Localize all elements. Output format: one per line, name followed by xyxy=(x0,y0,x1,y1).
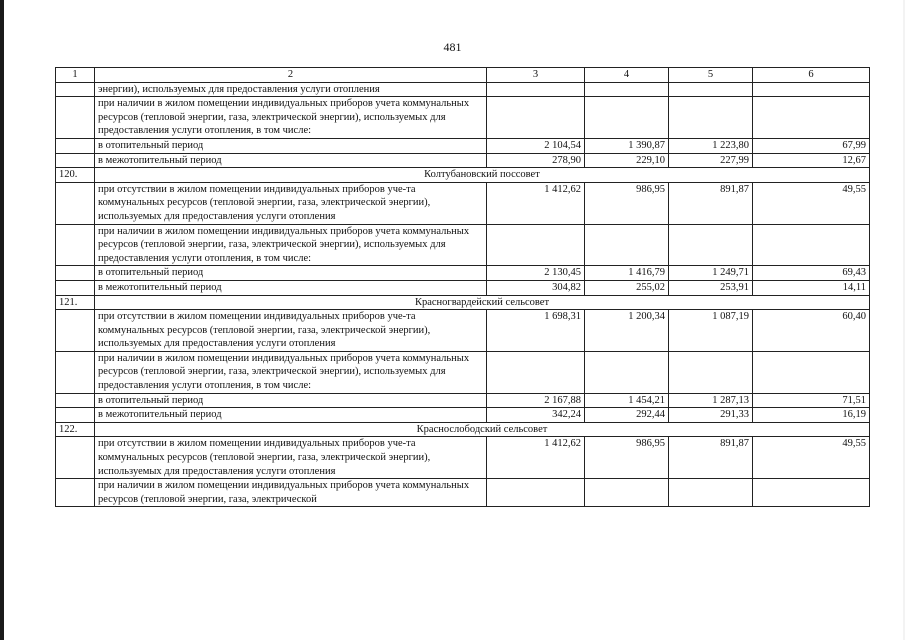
table-row xyxy=(56,280,870,295)
table-row xyxy=(56,153,870,168)
value-col3-cell: 304,82 xyxy=(487,280,585,295)
value-col3-cell: 1 412,62 xyxy=(487,437,585,479)
description-cell: при наличии в жилом помещении индивидуальных приборов учета коммунальных ресурсов (тепловой энергии, газа, электрической энергии), используемых для предоставления услуги отопления, в том числе: xyxy=(95,351,487,393)
table-row xyxy=(56,97,870,139)
value-col3-cell xyxy=(487,351,585,393)
value-col5-cell: 253,91 xyxy=(669,280,753,295)
value-col4-cell: 229,10 xyxy=(585,153,669,168)
description-cell: при наличии в жилом помещении индивидуальных приборов учета коммунальных ресурсов (тепловой энергии, газа, электрической энергии), используемых для предоставления услуги отопления, в том числе: xyxy=(95,97,487,139)
value-col3-cell xyxy=(487,224,585,266)
value-col3-cell xyxy=(487,479,585,507)
value-col5-cell: 891,87 xyxy=(669,437,753,479)
description-cell: в межотопительный период xyxy=(95,280,487,295)
value-col5-cell: 291,33 xyxy=(669,408,753,423)
table-row xyxy=(56,479,870,507)
table-row xyxy=(56,182,870,224)
value-col3-cell xyxy=(487,97,585,139)
value-col5-cell: 1 087,19 xyxy=(669,310,753,352)
row-index-cell xyxy=(56,224,95,266)
value-col3-cell: 278,90 xyxy=(487,153,585,168)
value-col6-cell xyxy=(753,97,870,139)
value-col6-cell: 60,40 xyxy=(753,310,870,352)
value-col6-cell: 14,11 xyxy=(753,280,870,295)
section-row xyxy=(56,422,870,437)
value-col5-cell xyxy=(669,97,753,139)
value-col3-cell: 2 130,45 xyxy=(487,266,585,281)
row-index-cell xyxy=(56,97,95,139)
row-index-cell xyxy=(56,310,95,352)
value-col5-cell: 1 223,80 xyxy=(669,138,753,153)
value-col5-cell: 227,99 xyxy=(669,153,753,168)
page-number: 481 xyxy=(443,40,462,54)
description-cell: в отопительный период xyxy=(95,393,487,408)
section-title: Колтубановский поссовет xyxy=(95,168,870,183)
row-index-cell xyxy=(56,182,95,224)
value-col6-cell: 69,43 xyxy=(753,266,870,281)
section-title: Краснослободский сельсовет xyxy=(95,422,870,437)
value-col4-cell: 1 200,34 xyxy=(585,310,669,352)
value-col4-cell: 1 454,21 xyxy=(585,393,669,408)
row-index-cell xyxy=(56,280,95,295)
tariff-table xyxy=(55,67,870,507)
description-cell: при отсутствии в жилом помещении индивидуальных приборов уче-та коммунальных ресурсов (тепловой энергии, газа, электрической энергии), используемых для предоставления услуги отопления xyxy=(95,437,487,479)
row-index-cell xyxy=(56,82,95,97)
table-row xyxy=(56,310,870,352)
table-row xyxy=(56,82,870,97)
row-index-cell xyxy=(56,153,95,168)
table-row xyxy=(56,266,870,281)
row-index-cell xyxy=(56,393,95,408)
scan-edge-bar xyxy=(0,0,4,640)
value-col6-cell: 67,99 xyxy=(753,138,870,153)
row-index-cell xyxy=(56,266,95,281)
value-col3-cell: 342,24 xyxy=(487,408,585,423)
value-col4-cell xyxy=(585,479,669,507)
table-row xyxy=(56,408,870,423)
section-index: 120. xyxy=(56,168,95,183)
header-cell-2: 2 xyxy=(95,68,487,83)
value-col4-cell xyxy=(585,351,669,393)
value-col3-cell: 2 167,88 xyxy=(487,393,585,408)
value-col3-cell: 1 412,62 xyxy=(487,182,585,224)
table-row xyxy=(56,393,870,408)
value-col3-cell: 1 698,31 xyxy=(487,310,585,352)
description-cell: при отсутствии в жилом помещении индивидуальных приборов уче-та коммунальных ресурсов (тепловой энергии, газа, электрической энергии), используемых для предоставления услуги отопления xyxy=(95,182,487,224)
value-col4-cell: 986,95 xyxy=(585,182,669,224)
value-col4-cell xyxy=(585,97,669,139)
row-index-cell xyxy=(56,437,95,479)
section-index: 121. xyxy=(56,295,95,310)
value-col3-cell: 2 104,54 xyxy=(487,138,585,153)
section-title: Красногвардейский сельсовет xyxy=(95,295,870,310)
header-cell-6: 6 xyxy=(753,68,870,83)
value-col6-cell: 49,55 xyxy=(753,182,870,224)
row-index-cell xyxy=(56,408,95,423)
value-col6-cell: 12,67 xyxy=(753,153,870,168)
section-row xyxy=(56,295,870,310)
section-index: 122. xyxy=(56,422,95,437)
value-col4-cell: 1 416,79 xyxy=(585,266,669,281)
header-cell-3: 3 xyxy=(487,68,585,83)
description-cell: в отопительный период xyxy=(95,266,487,281)
table-row xyxy=(56,437,870,479)
value-col3-cell xyxy=(487,82,585,97)
value-col5-cell xyxy=(669,224,753,266)
description-cell: в отопительный период xyxy=(95,138,487,153)
value-col6-cell xyxy=(753,82,870,97)
description-cell: при отсутствии в жилом помещении индивидуальных приборов уче-та коммунальных ресурсов (тепловой энергии, газа, электрической энергии), используемых для предоставления услуги отопления xyxy=(95,310,487,352)
row-index-cell xyxy=(56,351,95,393)
value-col6-cell xyxy=(753,351,870,393)
table-row xyxy=(56,351,870,393)
value-col4-cell: 1 390,87 xyxy=(585,138,669,153)
value-col4-cell: 292,44 xyxy=(585,408,669,423)
row-index-cell xyxy=(56,479,95,507)
description-cell: в межотопительный период xyxy=(95,153,487,168)
header-cell-4: 4 xyxy=(585,68,669,83)
value-col5-cell: 891,87 xyxy=(669,182,753,224)
description-cell: при наличии в жилом помещении индивидуальных приборов учета коммунальных ресурсов (тепловой энергии, газа, электрической энергии), используемых для предоставления услуги отопления, в том числе: xyxy=(95,224,487,266)
table-body xyxy=(56,68,870,507)
value-col4-cell xyxy=(585,82,669,97)
value-col6-cell xyxy=(753,479,870,507)
header-row xyxy=(56,68,870,83)
section-row xyxy=(56,168,870,183)
table-row xyxy=(56,138,870,153)
description-cell: в межотопительный период xyxy=(95,408,487,423)
header-cell-5: 5 xyxy=(669,68,753,83)
value-col5-cell: 1 249,71 xyxy=(669,266,753,281)
description-cell: при наличии в жилом помещении индивидуальных приборов учета коммунальных ресурсов (тепловой энергии, газа, электрической xyxy=(95,479,487,507)
value-col4-cell xyxy=(585,224,669,266)
row-index-cell xyxy=(56,138,95,153)
value-col6-cell: 71,51 xyxy=(753,393,870,408)
description-cell: энергии), используемых для предоставления услуги отопления xyxy=(95,82,487,97)
header-cell-1: 1 xyxy=(56,68,95,83)
table-row xyxy=(56,224,870,266)
value-col6-cell: 16,19 xyxy=(753,408,870,423)
value-col5-cell xyxy=(669,479,753,507)
value-col5-cell xyxy=(669,351,753,393)
value-col4-cell: 986,95 xyxy=(585,437,669,479)
value-col5-cell xyxy=(669,82,753,97)
value-col5-cell: 1 287,13 xyxy=(669,393,753,408)
value-col6-cell: 49,55 xyxy=(753,437,870,479)
value-col6-cell xyxy=(753,224,870,266)
value-col4-cell: 255,02 xyxy=(585,280,669,295)
